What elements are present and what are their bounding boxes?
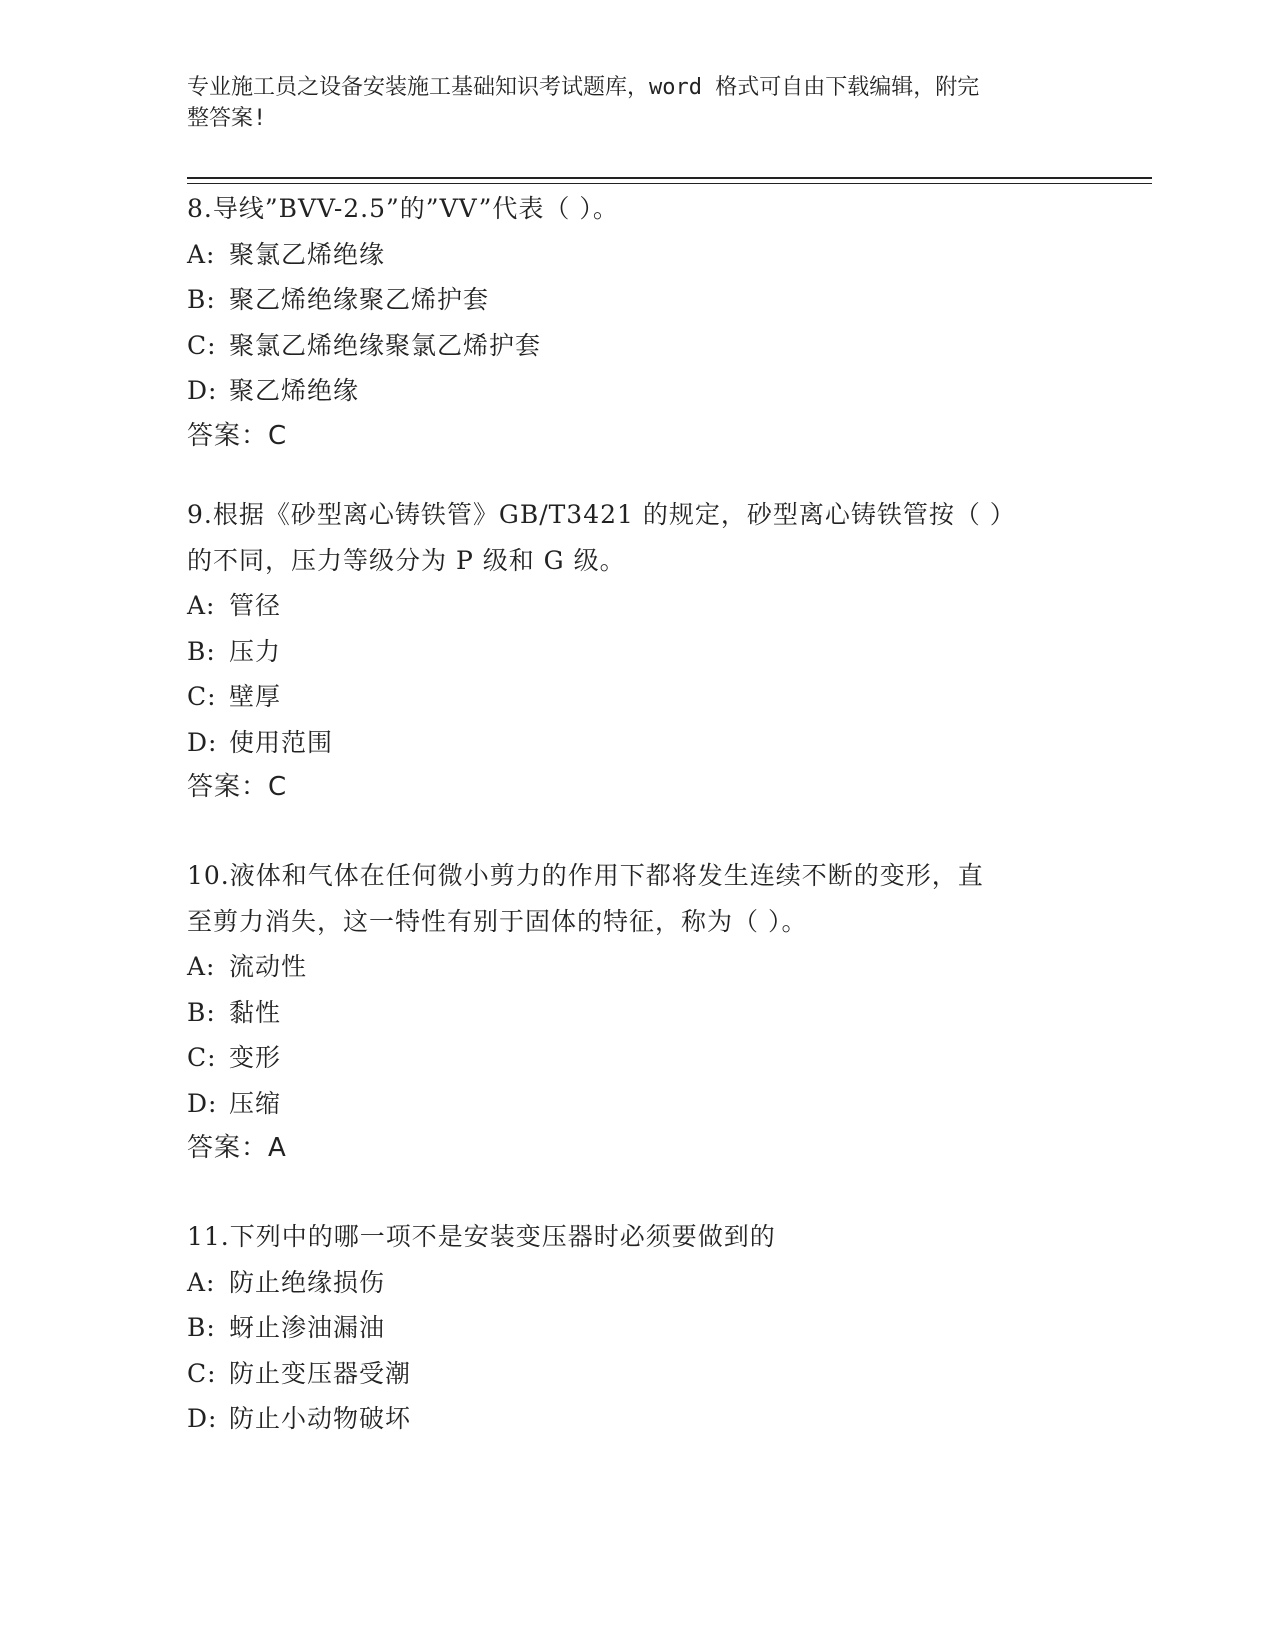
option-key: B:	[187, 1313, 216, 1342]
option-a	[187, 232, 1087, 278]
answer-line: 答案：A	[187, 1133, 287, 1163]
option-text: 压力	[229, 636, 282, 666]
question-stem	[187, 492, 1087, 583]
option-text: 聚氯乙烯绝缘聚氯乙烯护套	[229, 330, 542, 360]
option-c	[187, 674, 1087, 720]
option-text: 壁厚	[229, 682, 282, 711]
answer-line: 答案：C	[187, 772, 288, 802]
question-stem	[187, 853, 1087, 944]
option-key: B:	[187, 636, 216, 666]
option-key: B:	[187, 285, 216, 314]
option-text: 聚乙烯绝缘聚乙烯护套	[229, 285, 490, 314]
option-key: A:	[187, 952, 216, 981]
option-key: C:	[187, 682, 217, 711]
option-text: 防止绝缘损伤	[229, 1267, 386, 1297]
question-8	[187, 186, 1087, 459]
option-b	[187, 1305, 1087, 1351]
option-text: 压缩	[229, 1088, 282, 1118]
document-header	[187, 72, 1067, 134]
option-b	[187, 277, 1087, 323]
option-text: 防止变压器受潮	[229, 1358, 412, 1388]
option-text: 变形	[229, 1043, 282, 1072]
question-stem	[187, 186, 1087, 232]
option-a	[187, 944, 1087, 990]
stem-line: 的不同，压力等级分为 P 级和 G 级。	[187, 545, 626, 575]
question-11	[187, 1214, 1087, 1442]
option-text: 流动性	[229, 952, 308, 981]
option-c	[187, 1035, 1087, 1081]
header-divider-thin	[187, 183, 1152, 184]
option-text: 聚氯乙烯绝缘	[229, 239, 386, 269]
stem-line: 10.液体和气体在任何微小剪力的作用下都将发生连续不断的变形，直	[187, 861, 984, 890]
option-d	[187, 1081, 1087, 1127]
option-d	[187, 368, 1087, 414]
option-b	[187, 629, 1087, 675]
stem-line: 至剪力消失，这一特性有别于固体的特征，称为（ ）。	[187, 906, 808, 936]
option-key: C:	[187, 330, 217, 360]
question-9	[187, 492, 1087, 811]
question-stem	[187, 1214, 1087, 1260]
question-10	[187, 853, 1087, 1172]
option-text: 使用范围	[229, 727, 334, 757]
stem-line: 11.下列中的哪一项不是安装变压器时必须要做到的	[187, 1222, 776, 1251]
option-key: D:	[187, 1088, 218, 1118]
option-key: D:	[187, 376, 218, 405]
option-a	[187, 583, 1087, 629]
option-text: 蚜止渗油漏油	[229, 1313, 386, 1342]
option-d	[187, 720, 1087, 766]
stem-line: 9.根据《砂型离心铸铁管》GB/T3421 的规定，砂型离心铸铁管按（ ）	[187, 500, 1016, 529]
option-text: 防止小动物破坏	[229, 1404, 412, 1433]
option-key: A:	[187, 239, 216, 269]
option-key: D:	[187, 727, 218, 757]
option-key: A:	[187, 1267, 216, 1297]
option-b	[187, 990, 1087, 1036]
option-key: C:	[187, 1043, 217, 1072]
option-key: B:	[187, 997, 216, 1027]
header-line-2: 整答案!	[187, 106, 267, 131]
option-key: C:	[187, 1358, 217, 1388]
option-text: 黏性	[229, 997, 282, 1027]
option-c	[187, 1351, 1087, 1397]
option-text: 管径	[229, 591, 282, 620]
option-key: A:	[187, 591, 216, 620]
header-divider-thick	[187, 177, 1152, 179]
option-text: 聚乙烯绝缘	[229, 376, 360, 405]
option-d	[187, 1396, 1087, 1442]
option-c	[187, 323, 1087, 369]
answer-line: 答案：C	[187, 420, 288, 451]
option-key: D:	[187, 1404, 218, 1433]
stem-line: 8.导线”BVV-2.5”的”VV”代表（ ）。	[187, 194, 619, 223]
option-a	[187, 1260, 1087, 1306]
header-line-1: 专业施工员之设备安装施工基础知识考试题库，word 格式可自由下载编辑，附完	[187, 75, 980, 100]
